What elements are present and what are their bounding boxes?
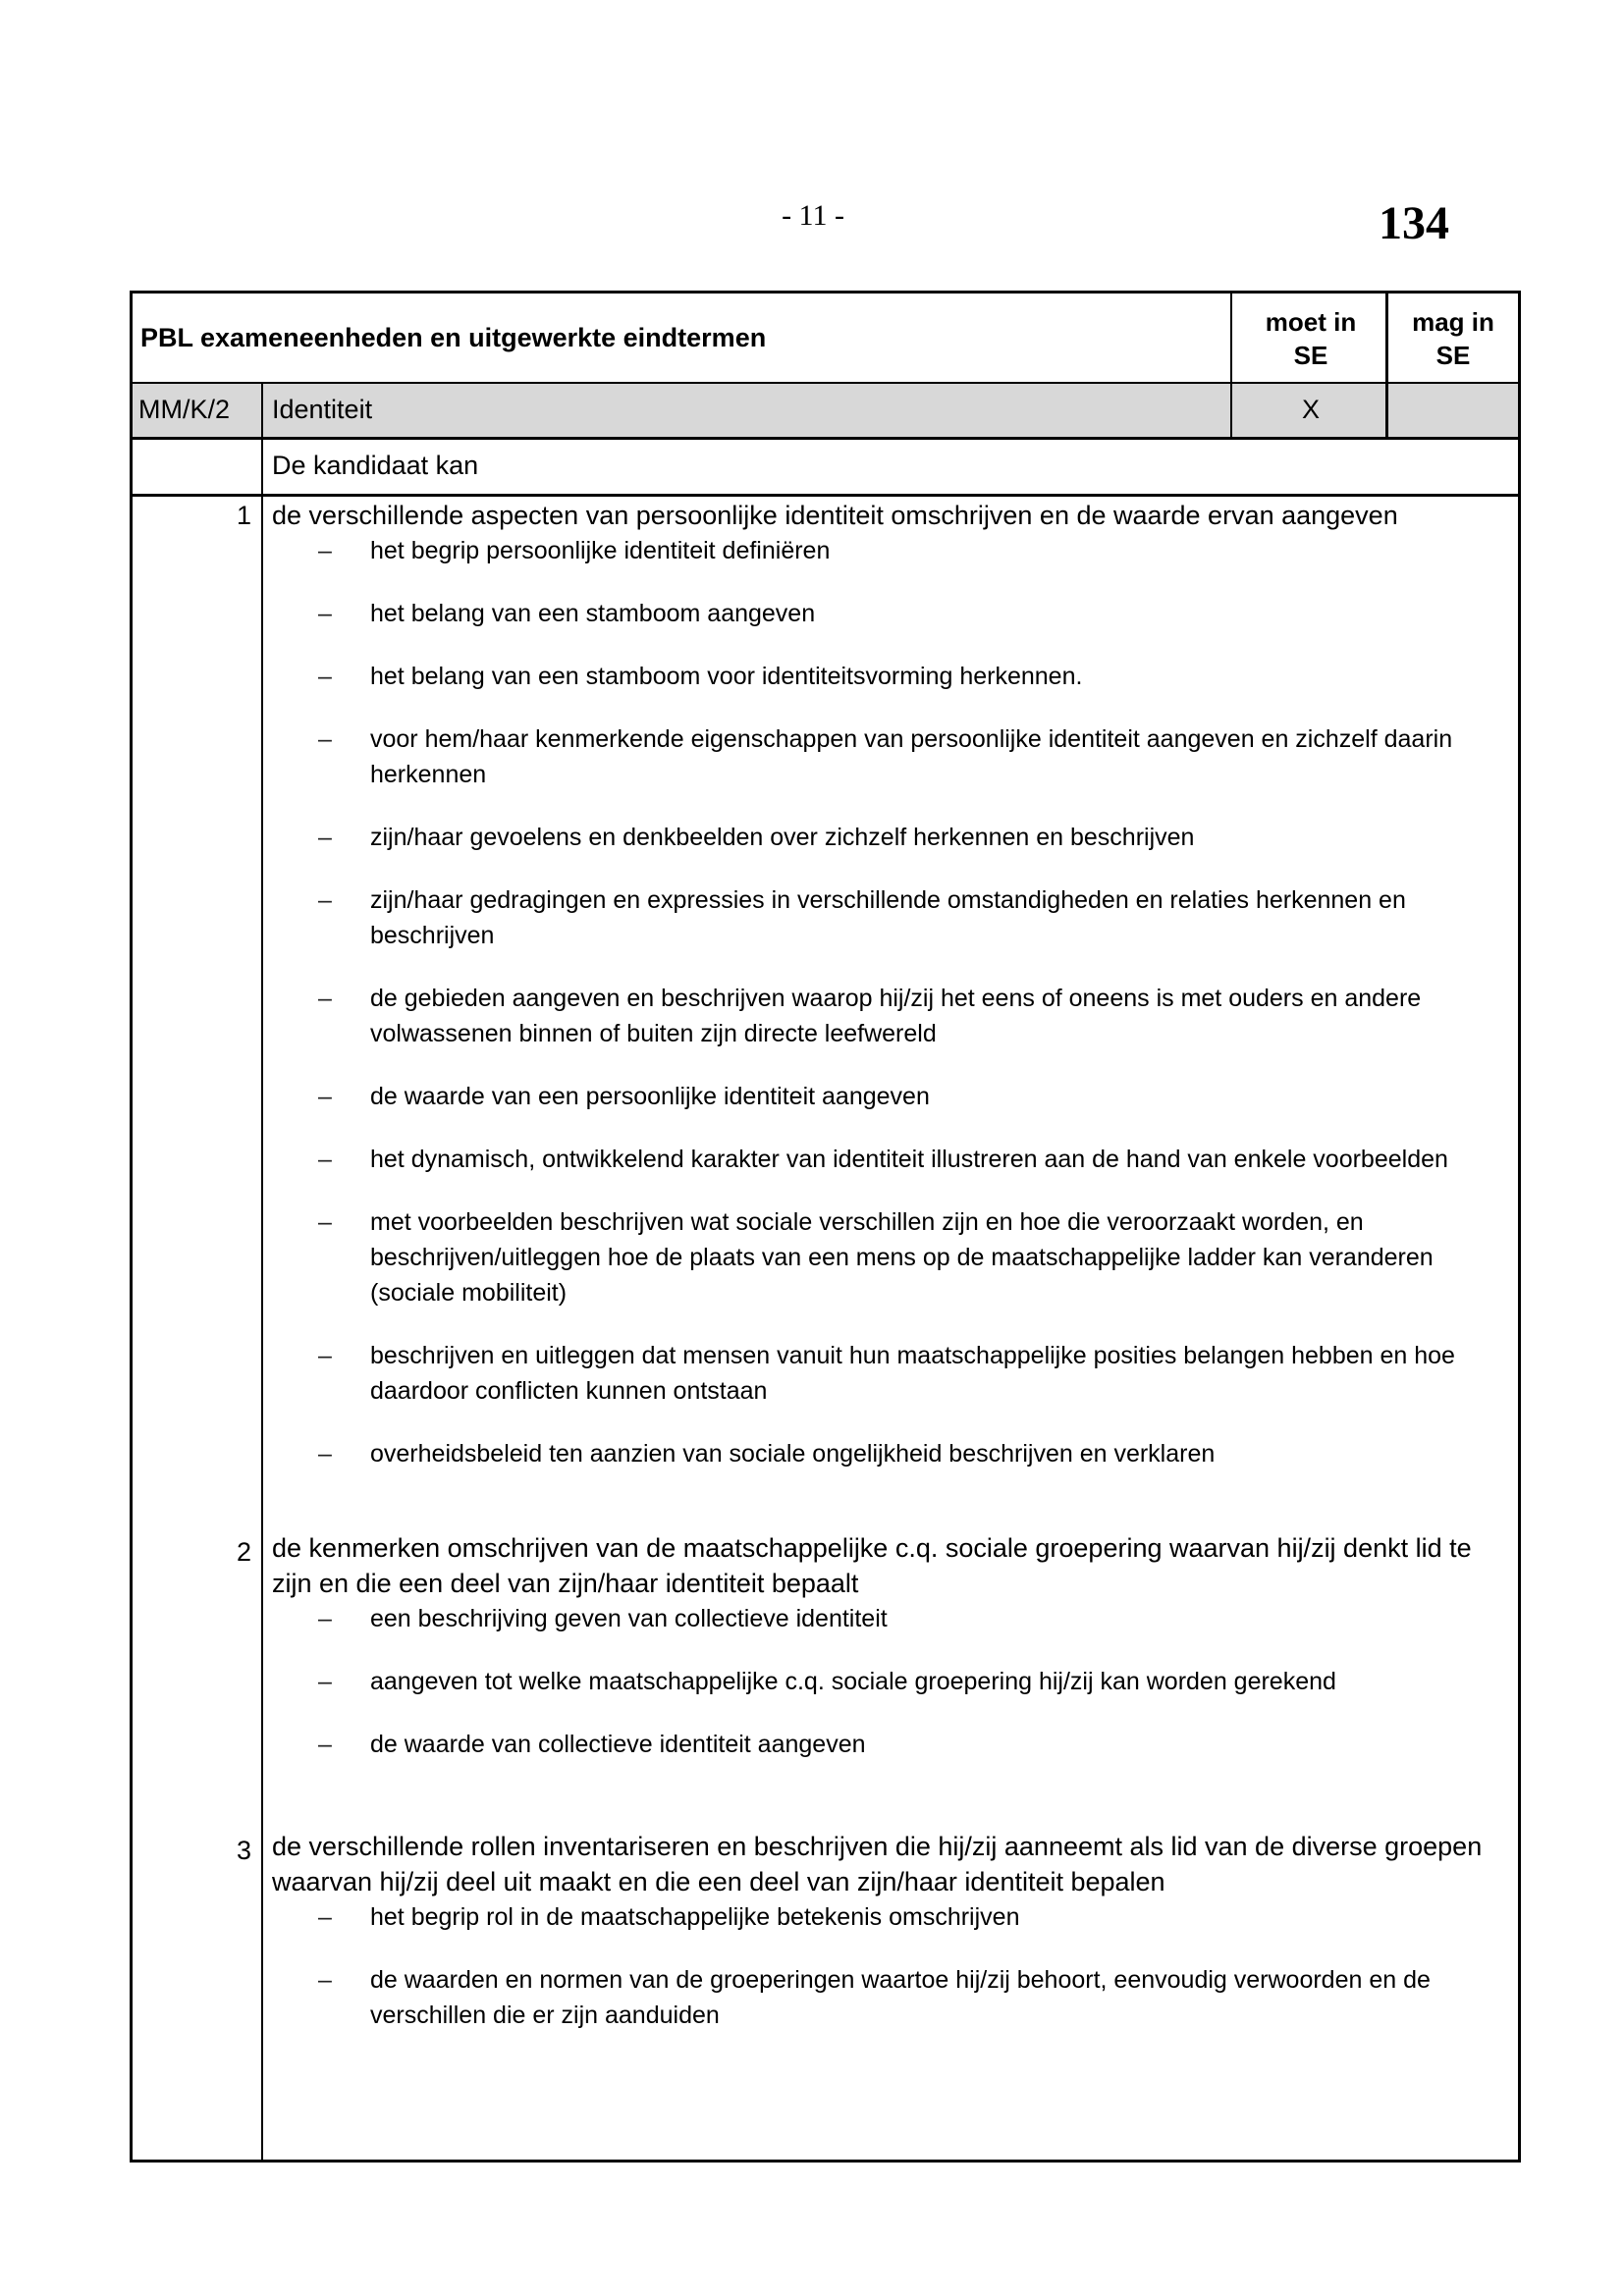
- sub-objective-text: overheidsbeleid ten aanzien van sociale ongelijkheid beschrijven en verklaren: [370, 1440, 1216, 1468]
- sub-objective: [318, 1601, 1508, 1636]
- document-number: 134: [1379, 197, 1449, 249]
- dash-bullet-icon: –: [318, 1342, 332, 1369]
- sub-objective-text: het belang van een stamboom voor identiteitsvorming herkennen.: [370, 663, 1083, 690]
- eindterm-number: 2: [236, 1537, 251, 1567]
- dash-bullet-icon: –: [318, 1903, 332, 1931]
- code-column-divider: [261, 382, 263, 2160]
- sub-objective: [318, 981, 1508, 1051]
- sub-objective: [318, 1079, 1508, 1114]
- dash-bullet-icon: –: [318, 1731, 332, 1758]
- dash-bullet-icon: –: [318, 725, 332, 753]
- sub-objective: [318, 659, 1508, 694]
- sub-objective: [318, 721, 1508, 792]
- header-divider: [133, 382, 1518, 384]
- dash-bullet-icon: –: [318, 1146, 332, 1173]
- sub-objective-list: [133, 1601, 1518, 1762]
- sub-objective-list: [133, 1899, 1518, 2033]
- sub-objective-text: het belang van een stamboom aangeven: [370, 600, 816, 627]
- sub-objective: [318, 1962, 1508, 2033]
- sub-objective-text: de waarde van collectieve identiteit aangeven: [370, 1731, 866, 1758]
- sub-objective: [318, 1899, 1508, 1935]
- eindterm-number: 3: [236, 1836, 251, 1865]
- moet-column-divider: [1230, 294, 1232, 440]
- sub-objective: [318, 533, 1508, 568]
- table-body: [133, 498, 1518, 2060]
- sub-objective: [318, 1664, 1508, 1699]
- sub-objective-list: [133, 533, 1518, 1471]
- sub-objective: [318, 1142, 1508, 1177]
- column-header-moet-in-se: [1233, 305, 1388, 372]
- dash-bullet-icon: –: [318, 1208, 332, 1236]
- moet-in-se-mark: X: [1301, 395, 1320, 424]
- sub-objective-text: het begrip rol in de maatschappelijke betekenis omschrijven: [370, 1903, 1020, 1931]
- eindterm-item: [133, 498, 1518, 1471]
- eindterm-item: [133, 1829, 1518, 2033]
- sub-objective-text: het begrip persoonlijke identiteit definiëren: [370, 537, 831, 564]
- sub-objective-text: een beschrijving geven van collectieve identiteit: [370, 1605, 888, 1632]
- eindterm-item: [133, 1530, 1518, 1762]
- sub-objective-text: beschrijven en uitleggen dat mensen vanuit hun maatschappelijke posities belangen hebben en hoe daardoor conflicten kunnen ontstaan: [370, 1342, 1455, 1405]
- dash-bullet-icon: –: [318, 824, 332, 851]
- intro-text: De kandidaat kan: [272, 451, 479, 480]
- unit-row-divider: [133, 437, 1518, 440]
- eindterm-text: de kenmerken omschrijven van de maatschappelijke c.q. sociale groepering waarvan hij/zij denkt lid te zijn en die een deel van zijn/haar identiteit bepaalt: [272, 1533, 1472, 1598]
- column-header-mag-line1: mag in: [1412, 307, 1494, 337]
- sub-objective-text: de waarde van een persoonlijke identiteit aangeven: [370, 1083, 930, 1110]
- intro-row-divider: [133, 494, 1518, 497]
- sub-objective-text: aangeven tot welke maatschappelijke c.q. sociale groepering hij/zij kan worden gerekend: [370, 1668, 1336, 1695]
- dash-bullet-icon: –: [318, 1605, 332, 1632]
- eindterm-number: 1: [236, 501, 251, 530]
- dash-bullet-icon: –: [318, 663, 332, 690]
- column-header-mag-in-se: [1388, 305, 1518, 372]
- dash-bullet-icon: –: [318, 600, 332, 627]
- sub-objective-text: de gebieden aangeven en beschrijven waarop hij/zij het eens of oneens is met ouders en andere volwassenen binnen of buiten zijn directe leefwereld: [370, 985, 1422, 1047]
- sub-objective: [318, 820, 1508, 855]
- sub-objective: [318, 596, 1508, 631]
- sub-objective-text: de waarden en normen van de groeperingen waartoe hij/zij behoort, eenvoudig verwoorden en de verschillen die er zijn aanduiden: [370, 1966, 1431, 2029]
- sub-objective: [318, 1436, 1508, 1471]
- unit-code: MM/K/2: [138, 395, 231, 424]
- dash-bullet-icon: –: [318, 1668, 332, 1695]
- mag-column-divider: [1385, 294, 1388, 440]
- sub-objective-text: het dynamisch, ontwikkelend karakter van identiteit illustreren aan de hand van enkele voorbeelden: [370, 1146, 1448, 1173]
- dash-bullet-icon: –: [318, 1966, 332, 1994]
- eindtermen-table: [130, 291, 1521, 2163]
- column-header-mag-line2: SE: [1435, 341, 1471, 370]
- dash-bullet-icon: –: [318, 1440, 332, 1468]
- column-header-moet-line1: moet in: [1265, 307, 1357, 337]
- table-header-title: PBL exameneenheden en uitgewerkte eindtermen: [140, 323, 767, 352]
- dash-bullet-icon: –: [318, 886, 332, 914]
- dash-bullet-icon: –: [318, 1083, 332, 1110]
- sub-objective: [318, 1338, 1508, 1409]
- sub-objective: [318, 882, 1508, 953]
- column-header-moet-line2: SE: [1293, 341, 1328, 370]
- sub-objective-text: met voorbeelden beschrijven wat sociale verschillen zijn en hoe die veroorzaakt worden, en beschrijven/uitleggen hoe de plaats van een mens op de maatschappelijke ladder kan veranderen (sociale mobiliteit): [370, 1208, 1434, 1307]
- unit-name: Identiteit: [272, 395, 373, 424]
- sub-objective: [318, 1204, 1508, 1310]
- sub-objective-text: zijn/haar gevoelens en denkbeelden over zichzelf herkennen en beschrijven: [370, 824, 1195, 851]
- sub-objective-text: zijn/haar gedragingen en expressies in verschillende omstandigheden en relaties herkennen en beschrijven: [370, 886, 1406, 949]
- eindterm-text: de verschillende aspecten van persoonlijke identiteit omschrijven en de waarde ervan aangeven: [272, 501, 1398, 530]
- dash-bullet-icon: –: [318, 537, 332, 564]
- eindterm-text: de verschillende rollen inventariseren en beschrijven die hij/zij aanneemt als lid van de diverse groepen waarvan hij/zij deel uit maakt en die een deel van zijn/haar identiteit bepalen: [272, 1832, 1483, 1896]
- page-number: - 11 -: [782, 199, 844, 232]
- dash-bullet-icon: –: [318, 985, 332, 1012]
- sub-objective: [318, 1727, 1508, 1762]
- sub-objective-text: voor hem/haar kenmerkende eigenschappen van persoonlijke identiteit aangeven en zichzelf daarin herkennen: [370, 725, 1453, 788]
